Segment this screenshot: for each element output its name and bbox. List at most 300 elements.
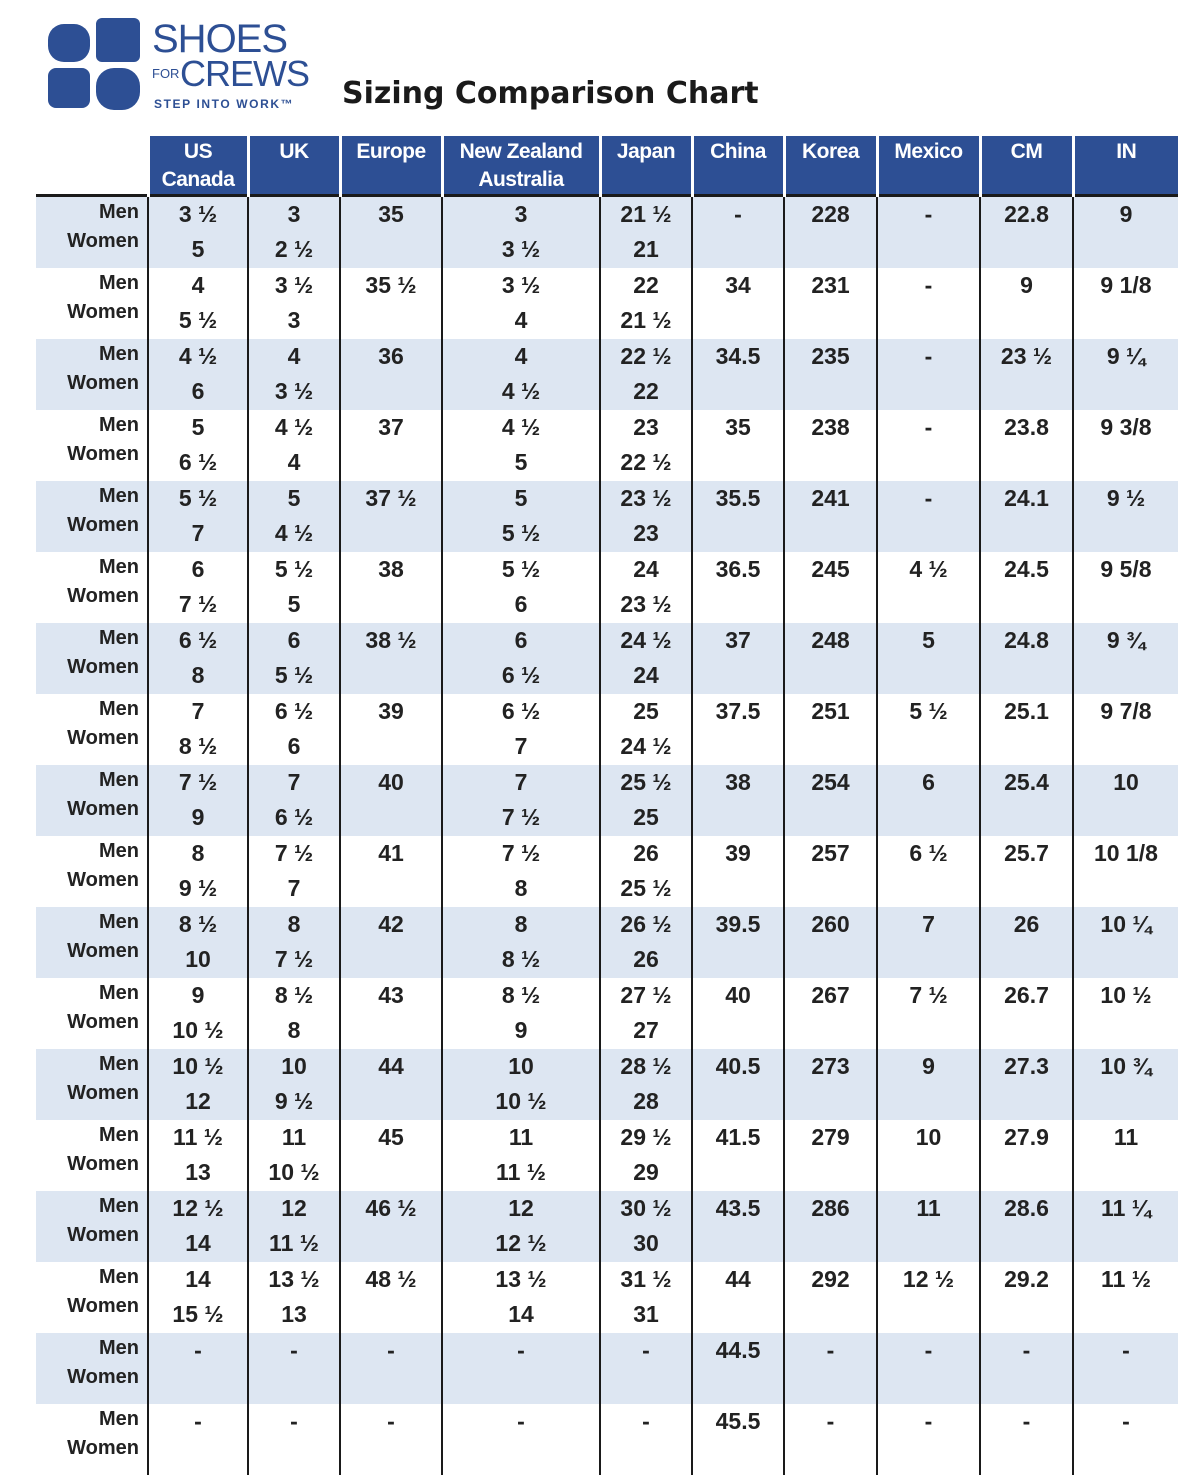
row-label-men: Men bbox=[36, 1333, 139, 1362]
size-value-women bbox=[878, 1439, 979, 1474]
size-value-men: 10 1/8 bbox=[1074, 836, 1178, 871]
size-value-men: 8 bbox=[443, 907, 599, 942]
size-value-men: 245 bbox=[785, 552, 876, 587]
size-value-women: 8 bbox=[149, 658, 247, 693]
size-value-men: 44.5 bbox=[693, 1333, 783, 1368]
table-row bbox=[36, 765, 1178, 836]
sizing-table bbox=[36, 136, 1178, 1475]
size-value-men: 6 ½ bbox=[149, 623, 247, 658]
size-value-men: 21 ½ bbox=[601, 197, 691, 232]
size-value-men: 11 bbox=[443, 1120, 599, 1155]
size-value-women bbox=[341, 1368, 441, 1403]
row-label-women: Women bbox=[36, 510, 139, 539]
size-value-men: - bbox=[878, 268, 979, 303]
row-label-women: Women bbox=[36, 865, 139, 894]
size-value-women: 11 ½ bbox=[249, 1226, 339, 1261]
size-cell-korea bbox=[784, 552, 877, 623]
size-value-men: 6 bbox=[249, 623, 339, 658]
size-value-women bbox=[878, 1013, 979, 1048]
size-value-men: - bbox=[878, 1333, 979, 1368]
size-value-men: 4 ½ bbox=[149, 339, 247, 374]
row-label-men: Men bbox=[36, 1120, 139, 1149]
size-value-women: 9 bbox=[149, 800, 247, 835]
size-cell-cm bbox=[980, 552, 1073, 623]
size-value-women: 7 bbox=[443, 729, 599, 764]
size-cell-new-zealand-australia bbox=[442, 836, 600, 907]
size-value-women bbox=[1074, 445, 1178, 480]
size-value-women: 7 bbox=[249, 871, 339, 906]
size-cell-europe bbox=[340, 552, 442, 623]
size-value-men: 8 bbox=[149, 836, 247, 871]
size-value-men: 38 ½ bbox=[341, 623, 441, 658]
header-label: Canada bbox=[150, 166, 247, 194]
table-row bbox=[36, 978, 1178, 1049]
size-value-men: 6 ½ bbox=[878, 836, 979, 871]
row-label-men: Men bbox=[36, 552, 139, 581]
size-value-men: 5 bbox=[149, 410, 247, 445]
size-cell-uk bbox=[248, 1262, 340, 1333]
size-cell-us-canada bbox=[148, 836, 248, 907]
header-new-zealand-australia bbox=[442, 136, 600, 196]
header-label: Europe bbox=[342, 138, 441, 166]
size-value-men: - bbox=[341, 1404, 441, 1439]
size-value-men: 273 bbox=[785, 1049, 876, 1084]
header-label: Japan bbox=[602, 138, 691, 166]
size-value-men: 10 ½ bbox=[1074, 978, 1178, 1013]
gender-labels bbox=[36, 339, 148, 410]
size-value-women bbox=[341, 1155, 441, 1190]
size-cell-europe bbox=[340, 907, 442, 978]
size-value-men: - bbox=[878, 197, 979, 232]
size-value-men: - bbox=[981, 1404, 1072, 1439]
size-cell-china bbox=[692, 1049, 784, 1120]
size-cell-korea bbox=[784, 836, 877, 907]
size-cell-mexico bbox=[877, 410, 980, 481]
size-value-women bbox=[341, 587, 441, 622]
size-value-women bbox=[1074, 1084, 1178, 1119]
size-cell-us-canada bbox=[148, 623, 248, 694]
logo-word-shoes: SHOES bbox=[152, 18, 287, 61]
header-europe bbox=[340, 136, 442, 196]
size-value-men: 24 ½ bbox=[601, 623, 691, 658]
table-row bbox=[36, 1120, 1178, 1191]
size-value-men: 31 ½ bbox=[601, 1262, 691, 1297]
size-value-men: - bbox=[878, 481, 979, 516]
size-cell-mexico bbox=[877, 1049, 980, 1120]
size-value-women bbox=[981, 942, 1072, 977]
size-value-men: 6 ½ bbox=[249, 694, 339, 729]
size-cell-mexico bbox=[877, 339, 980, 410]
table-row bbox=[36, 339, 1178, 410]
size-value-women bbox=[693, 658, 783, 693]
header-uk bbox=[248, 136, 340, 196]
size-value-men: 7 bbox=[878, 907, 979, 942]
size-value-women bbox=[878, 516, 979, 551]
size-value-women: 6 ½ bbox=[249, 800, 339, 835]
row-label-women: Women bbox=[36, 1220, 139, 1249]
size-cell-uk bbox=[248, 339, 340, 410]
table-row bbox=[36, 481, 1178, 552]
size-value-women bbox=[981, 445, 1072, 480]
size-value-women: 10 ½ bbox=[149, 1013, 247, 1048]
size-cell-uk bbox=[248, 268, 340, 339]
size-value-men: 9 1/8 bbox=[1074, 268, 1178, 303]
row-label-men: Men bbox=[36, 765, 139, 794]
size-value-men: 6 bbox=[149, 552, 247, 587]
size-value-men: 254 bbox=[785, 765, 876, 800]
header-in bbox=[1073, 136, 1178, 196]
size-cell-mexico bbox=[877, 552, 980, 623]
size-value-men: 7 ½ bbox=[149, 765, 247, 800]
table-row bbox=[36, 552, 1178, 623]
size-value-women bbox=[981, 516, 1072, 551]
size-value-women bbox=[693, 871, 783, 906]
size-cell-korea bbox=[784, 623, 877, 694]
size-value-women: 5 bbox=[443, 445, 599, 480]
size-value-men: 9 bbox=[149, 978, 247, 1013]
size-value-women: 2 ½ bbox=[249, 232, 339, 267]
size-value-men: 27 ½ bbox=[601, 978, 691, 1013]
size-value-women bbox=[878, 232, 979, 267]
size-value-men: 22.8 bbox=[981, 197, 1072, 232]
size-cell-japan bbox=[600, 1049, 692, 1120]
size-value-men: 4 bbox=[149, 268, 247, 303]
size-cell-in bbox=[1073, 623, 1178, 694]
size-cell-korea bbox=[784, 1120, 877, 1191]
size-cell-europe bbox=[340, 339, 442, 410]
size-value-men: 42 bbox=[341, 907, 441, 942]
size-value-men: 43.5 bbox=[693, 1191, 783, 1226]
size-value-women bbox=[341, 232, 441, 267]
size-value-men: 3 ½ bbox=[249, 268, 339, 303]
size-cell-cm bbox=[980, 1404, 1073, 1475]
size-value-women: 4 ½ bbox=[443, 374, 599, 409]
size-value-men: - bbox=[341, 1333, 441, 1368]
size-value-men: 26 bbox=[981, 907, 1072, 942]
size-value-men: 5 ½ bbox=[249, 552, 339, 587]
size-value-women: 7 ½ bbox=[249, 942, 339, 977]
table-row bbox=[36, 410, 1178, 481]
size-value-men: 6 ½ bbox=[443, 694, 599, 729]
gender-labels bbox=[36, 694, 148, 765]
row-label-men: Men bbox=[36, 978, 139, 1007]
size-cell-us-canada bbox=[148, 410, 248, 481]
size-value-women: 29 bbox=[601, 1155, 691, 1190]
size-value-women bbox=[1074, 1297, 1178, 1332]
row-label-men: Men bbox=[36, 481, 139, 510]
size-value-men: 7 bbox=[249, 765, 339, 800]
size-value-women bbox=[878, 871, 979, 906]
size-value-women: 15 ½ bbox=[149, 1297, 247, 1332]
size-cell-china bbox=[692, 1262, 784, 1333]
size-value-women bbox=[693, 1368, 783, 1403]
size-cell-new-zealand-australia bbox=[442, 552, 600, 623]
table-header-row bbox=[36, 136, 1178, 196]
size-cell-new-zealand-australia bbox=[442, 694, 600, 765]
size-value-men: 43 bbox=[341, 978, 441, 1013]
size-value-men: 267 bbox=[785, 978, 876, 1013]
gender-labels bbox=[36, 552, 148, 623]
size-value-men: 228 bbox=[785, 197, 876, 232]
size-value-men: 248 bbox=[785, 623, 876, 658]
size-cell-europe bbox=[340, 1333, 442, 1404]
size-cell-us-canada bbox=[148, 481, 248, 552]
size-value-women: 26 bbox=[601, 942, 691, 977]
size-value-women bbox=[693, 942, 783, 977]
size-value-men: 11 bbox=[1074, 1120, 1178, 1155]
gender-labels bbox=[36, 623, 148, 694]
size-value-women bbox=[785, 1013, 876, 1048]
size-value-women bbox=[878, 374, 979, 409]
size-value-men: 24 bbox=[601, 552, 691, 587]
size-cell-japan bbox=[600, 1262, 692, 1333]
size-cell-korea bbox=[784, 339, 877, 410]
size-value-women bbox=[341, 1297, 441, 1332]
size-value-men: 36.5 bbox=[693, 552, 783, 587]
size-value-women: 13 bbox=[149, 1155, 247, 1190]
size-value-men: 5 bbox=[878, 623, 979, 658]
size-value-men: 41 bbox=[341, 836, 441, 871]
size-value-women bbox=[1074, 800, 1178, 835]
size-cell-japan bbox=[600, 552, 692, 623]
logo-quadrant-bl bbox=[48, 68, 90, 108]
shoes-for-crews-logo bbox=[44, 18, 344, 118]
size-value-women: 6 ½ bbox=[149, 445, 247, 480]
size-value-women bbox=[878, 1084, 979, 1119]
table-row bbox=[36, 623, 1178, 694]
size-value-men: - bbox=[693, 197, 783, 232]
size-cell-japan bbox=[600, 1333, 692, 1404]
size-cell-japan bbox=[600, 907, 692, 978]
row-label-men: Men bbox=[36, 339, 139, 368]
row-label-women: Women bbox=[36, 1291, 139, 1320]
table-row bbox=[36, 1333, 1178, 1404]
logo-shield-icon bbox=[44, 18, 344, 118]
size-cell-uk bbox=[248, 196, 340, 269]
size-value-men: 36 bbox=[341, 339, 441, 374]
size-value-women: 8 ½ bbox=[443, 942, 599, 977]
size-value-women: 21 bbox=[601, 232, 691, 267]
size-value-women: 24 bbox=[601, 658, 691, 693]
gender-labels bbox=[36, 1333, 148, 1404]
size-cell-japan bbox=[600, 694, 692, 765]
size-value-women: 25 bbox=[601, 800, 691, 835]
size-value-women bbox=[1074, 374, 1178, 409]
size-value-men: 27.3 bbox=[981, 1049, 1072, 1084]
size-value-men: 11 ½ bbox=[149, 1120, 247, 1155]
size-value-men: 38 bbox=[341, 552, 441, 587]
header-cm bbox=[980, 136, 1073, 196]
row-label-women: Women bbox=[36, 297, 139, 326]
size-value-women bbox=[981, 1226, 1072, 1261]
size-cell-mexico bbox=[877, 196, 980, 269]
size-cell-new-zealand-australia bbox=[442, 1333, 600, 1404]
size-cell-europe bbox=[340, 836, 442, 907]
size-value-women bbox=[1074, 1226, 1178, 1261]
size-value-men: 10 ½ bbox=[149, 1049, 247, 1084]
size-cell-uk bbox=[248, 552, 340, 623]
size-value-women bbox=[249, 1439, 339, 1474]
size-value-men: 6 bbox=[443, 623, 599, 658]
size-value-men: 26.7 bbox=[981, 978, 1072, 1013]
size-value-men: 7 bbox=[149, 694, 247, 729]
size-value-men: 24.1 bbox=[981, 481, 1072, 516]
size-cell-japan bbox=[600, 1120, 692, 1191]
size-cell-new-zealand-australia bbox=[442, 196, 600, 269]
table-row bbox=[36, 694, 1178, 765]
size-value-women: 9 ½ bbox=[249, 1084, 339, 1119]
size-cell-japan bbox=[600, 623, 692, 694]
size-value-women bbox=[878, 1155, 979, 1190]
size-cell-mexico bbox=[877, 1333, 980, 1404]
size-value-women: 22 bbox=[601, 374, 691, 409]
row-label-men: Men bbox=[36, 268, 139, 297]
size-value-men: - bbox=[601, 1333, 691, 1368]
size-value-men: 11 bbox=[249, 1120, 339, 1155]
size-value-men: 24.8 bbox=[981, 623, 1072, 658]
size-value-men: 12 bbox=[249, 1191, 339, 1226]
size-value-men: 45.5 bbox=[693, 1404, 783, 1439]
row-label-women: Women bbox=[36, 439, 139, 468]
size-cell-china bbox=[692, 1333, 784, 1404]
size-cell-in bbox=[1073, 410, 1178, 481]
size-value-men: 292 bbox=[785, 1262, 876, 1297]
size-value-men: 7 ½ bbox=[249, 836, 339, 871]
size-value-women bbox=[693, 232, 783, 267]
size-value-men: - bbox=[149, 1333, 247, 1368]
size-cell-in bbox=[1073, 1191, 1178, 1262]
size-value-men: 4 bbox=[249, 339, 339, 374]
size-value-women: 12 ½ bbox=[443, 1226, 599, 1261]
size-value-women bbox=[1074, 303, 1178, 338]
size-value-men: - bbox=[785, 1404, 876, 1439]
size-cell-europe bbox=[340, 196, 442, 269]
row-label-women: Women bbox=[36, 794, 139, 823]
size-value-men: 29.2 bbox=[981, 1262, 1072, 1297]
size-value-men: 25 bbox=[601, 694, 691, 729]
gender-labels bbox=[36, 1404, 148, 1475]
size-value-men: 44 bbox=[341, 1049, 441, 1084]
size-value-women bbox=[1074, 658, 1178, 693]
size-value-men: - bbox=[249, 1333, 339, 1368]
size-cell-japan bbox=[600, 978, 692, 1049]
size-cell-cm bbox=[980, 481, 1073, 552]
size-cell-korea bbox=[784, 1333, 877, 1404]
row-label-men: Men bbox=[36, 623, 139, 652]
size-value-men: 40 bbox=[341, 765, 441, 800]
size-value-men: 23 ½ bbox=[981, 339, 1072, 374]
header-korea bbox=[784, 136, 877, 196]
size-value-men: 34 bbox=[693, 268, 783, 303]
size-cell-korea bbox=[784, 1404, 877, 1475]
size-cell-europe bbox=[340, 1120, 442, 1191]
size-value-women bbox=[878, 658, 979, 693]
size-value-men: 37 bbox=[341, 410, 441, 445]
size-value-women: 14 bbox=[443, 1297, 599, 1332]
header-label: IN bbox=[1075, 138, 1179, 166]
table-row bbox=[36, 1191, 1178, 1262]
size-cell-mexico bbox=[877, 481, 980, 552]
size-value-women bbox=[341, 871, 441, 906]
size-cell-us-canada bbox=[148, 339, 248, 410]
size-value-women bbox=[1074, 942, 1178, 977]
size-cell-korea bbox=[784, 907, 877, 978]
size-value-women bbox=[341, 516, 441, 551]
size-cell-korea bbox=[784, 765, 877, 836]
size-value-men: 35 bbox=[341, 197, 441, 232]
size-value-women: 10 ½ bbox=[443, 1084, 599, 1119]
size-value-women bbox=[341, 729, 441, 764]
size-value-men: 5 ½ bbox=[149, 481, 247, 516]
size-value-women bbox=[341, 1084, 441, 1119]
size-cell-us-canada bbox=[148, 907, 248, 978]
size-value-women: 10 bbox=[149, 942, 247, 977]
size-value-men: - bbox=[1074, 1404, 1178, 1439]
size-value-women bbox=[693, 303, 783, 338]
size-value-women bbox=[981, 1084, 1072, 1119]
size-value-women: 9 bbox=[443, 1013, 599, 1048]
gender-labels bbox=[36, 481, 148, 552]
size-cell-us-canada bbox=[148, 1191, 248, 1262]
size-value-men: 34.5 bbox=[693, 339, 783, 374]
header-label: Mexico bbox=[879, 138, 979, 166]
size-cell-mexico bbox=[877, 623, 980, 694]
header-mexico bbox=[877, 136, 980, 196]
size-cell-cm bbox=[980, 268, 1073, 339]
size-value-women bbox=[1074, 232, 1178, 267]
table-row bbox=[36, 1404, 1178, 1475]
size-value-men: 3 ½ bbox=[443, 268, 599, 303]
size-cell-mexico bbox=[877, 1404, 980, 1475]
size-value-men: 9 ¾ bbox=[1074, 623, 1178, 658]
size-value-men: 14 bbox=[149, 1262, 247, 1297]
header-label: US bbox=[150, 138, 247, 166]
size-value-women: 3 ½ bbox=[443, 232, 599, 267]
size-cell-mexico bbox=[877, 268, 980, 339]
size-value-men: 30 ½ bbox=[601, 1191, 691, 1226]
size-cell-new-zealand-australia bbox=[442, 1404, 600, 1475]
size-cell-uk bbox=[248, 1120, 340, 1191]
row-label-men: Men bbox=[36, 1404, 139, 1433]
size-cell-europe bbox=[340, 694, 442, 765]
size-cell-in bbox=[1073, 481, 1178, 552]
size-value-men: 8 ½ bbox=[443, 978, 599, 1013]
size-value-women: 9 ½ bbox=[149, 871, 247, 906]
size-value-women bbox=[1074, 516, 1178, 551]
size-value-women bbox=[878, 1226, 979, 1261]
size-value-men: 279 bbox=[785, 1120, 876, 1155]
row-label-men: Men bbox=[36, 694, 139, 723]
size-value-women bbox=[693, 1297, 783, 1332]
size-value-women bbox=[785, 445, 876, 480]
header-label: New Zealand bbox=[444, 138, 599, 166]
size-value-women bbox=[693, 445, 783, 480]
size-value-men: 238 bbox=[785, 410, 876, 445]
size-cell-china bbox=[692, 1404, 784, 1475]
size-value-women bbox=[785, 516, 876, 551]
size-cell-korea bbox=[784, 481, 877, 552]
size-value-women bbox=[693, 729, 783, 764]
size-cell-korea bbox=[784, 1049, 877, 1120]
size-value-men: 22 ½ bbox=[601, 339, 691, 374]
size-value-women bbox=[341, 800, 441, 835]
size-cell-cm bbox=[980, 1333, 1073, 1404]
size-cell-uk bbox=[248, 481, 340, 552]
size-value-men: 10 ¼ bbox=[1074, 907, 1178, 942]
size-cell-china bbox=[692, 1191, 784, 1262]
size-value-women bbox=[785, 303, 876, 338]
size-value-women bbox=[878, 1368, 979, 1403]
